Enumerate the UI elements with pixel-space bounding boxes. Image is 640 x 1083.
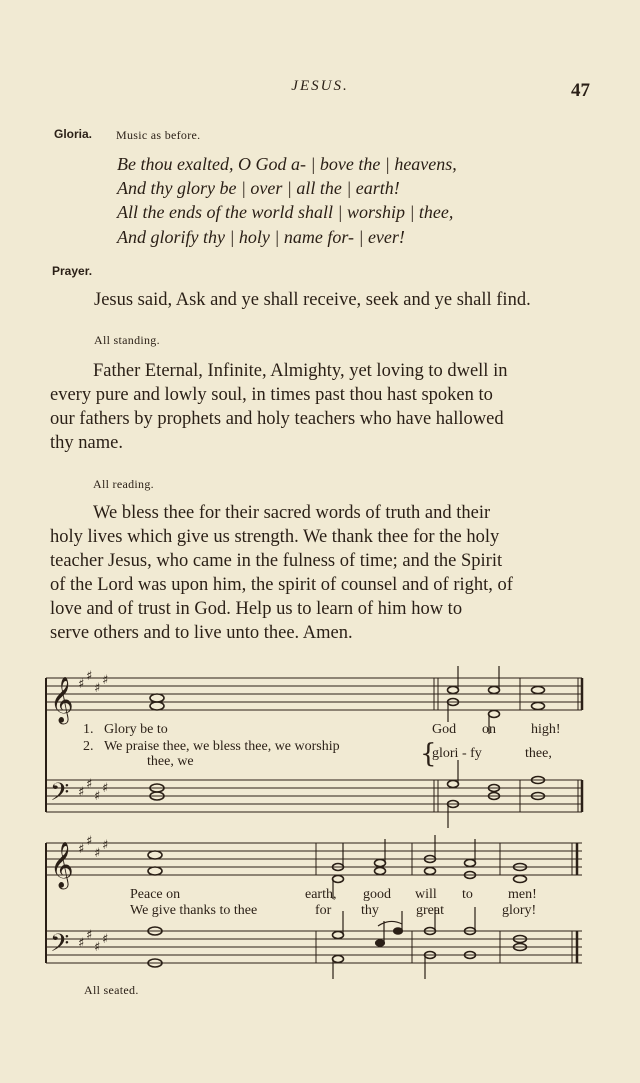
s2-v1-word4: to <box>462 887 473 902</box>
s2-v2-chant: We give thanks to thee <box>130 903 258 918</box>
bass-clef-1: 𝄢 <box>50 778 70 813</box>
svg-text:♯: ♯ <box>86 928 93 943</box>
all-reading-label: All reading. <box>93 477 154 491</box>
treble-clef-2: 𝄞 <box>50 842 74 888</box>
staff-2-treble <box>46 843 582 875</box>
s1-v1-chant: Glory be to <box>104 722 168 737</box>
svg-text:♯: ♯ <box>102 781 109 796</box>
gloria-line-2: And thy glory be | over | all the | earth! <box>117 178 400 198</box>
s1-v1-word1: God <box>432 722 457 737</box>
reading-line-1: We bless thee for their sacred words of truth and their <box>93 503 491 523</box>
svg-text:♯: ♯ <box>86 669 93 684</box>
reading-line-4: of the Lord was upon him, the spirit of counsel and of right, of <box>50 575 513 595</box>
reading-line-5: love and of trust in God. Help us to learn of him how to <box>50 599 463 619</box>
svg-text:♯: ♯ <box>102 932 109 947</box>
s1-v2-chant-cont: thee, we <box>147 754 194 769</box>
reading-line-3: teacher Jesus, who came in the fulness of time; and the Spirit <box>50 551 503 571</box>
svg-text:♯: ♯ <box>78 842 85 857</box>
standing-line-4: thy name. <box>50 433 123 453</box>
s2-v2-word5: glory! <box>502 903 537 918</box>
s2-v1-chant: Peace on <box>130 887 181 902</box>
svg-text:♯: ♯ <box>78 936 85 951</box>
staff-1-bass <box>46 780 582 812</box>
s2-v2-word3: great <box>416 903 444 918</box>
staff-1-treble <box>46 678 582 710</box>
prayer-text: Jesus said, Ask and ye shall receive, seek and ye shall find. <box>94 290 531 310</box>
s1-v2-word1: glori - fy <box>432 746 482 761</box>
s1-v1-number: 1. <box>83 722 94 737</box>
s1-v2-chant: We praise thee, we bless thee, we worship <box>104 739 340 754</box>
svg-text:♯: ♯ <box>102 673 109 688</box>
s2-v1-word3: will <box>415 887 437 902</box>
key-signature-2-treble <box>78 834 108 861</box>
s1-v2-number: 2. <box>83 739 94 754</box>
s2-v1-word2: good <box>363 887 391 902</box>
gloria-line-3: All the ends of the world shall | worship | thee, <box>117 202 454 222</box>
standing-line-1: Father Eternal, Infinite, Almighty, yet loving to dwell in <box>93 361 508 381</box>
page-number: 47 <box>571 80 590 101</box>
s2-v1-word5: men! <box>508 887 537 902</box>
prayer-label: Prayer. <box>52 264 93 278</box>
svg-text:♯: ♯ <box>94 681 101 696</box>
svg-text:♯: ♯ <box>102 838 109 853</box>
reading-line-6: serve others and to live unto thee. Amen. <box>50 623 353 643</box>
svg-text:♯: ♯ <box>86 834 93 849</box>
standing-line-3: our fathers by prophets and holy teachers who have hallowed <box>50 409 504 429</box>
running-title: JESUS. <box>291 78 349 94</box>
gloria-line-4: And glorify thy | holy | name for- | ever! <box>117 227 405 247</box>
gloria-note: Music as before. <box>116 128 201 142</box>
bass-clef-2: 𝄢 <box>50 929 70 964</box>
key-signature-1-treble <box>78 669 108 696</box>
all-standing-label: All standing. <box>94 333 160 347</box>
svg-text:♯: ♯ <box>94 789 101 804</box>
s2-v2-word1: for <box>315 903 332 918</box>
svg-text:♯: ♯ <box>94 846 101 861</box>
gloria-line-1: Be thou exalted, O God a- | bove the | heavens, <box>117 154 457 174</box>
reading-line-2: holy lives which give us strength. We thank thee for the holy <box>50 527 500 547</box>
standing-line-2: every pure and lowly soul, in times past thou hast spoken to <box>50 385 493 405</box>
s2-v1-word1: earth, <box>305 887 337 902</box>
s1-v1-word2: on <box>482 722 496 737</box>
staff-2-bass <box>46 931 582 963</box>
s1-v2-word3: thee, <box>525 746 552 761</box>
s1-v1-word3: high! <box>531 722 561 737</box>
key-signature-2-bass <box>78 928 108 955</box>
treble-clef-1: 𝄞 <box>50 677 74 723</box>
svg-text:♯: ♯ <box>94 940 101 955</box>
key-signature-1-bass <box>78 777 108 804</box>
svg-text:♯: ♯ <box>78 677 85 692</box>
svg-text:♯: ♯ <box>86 777 93 792</box>
svg-text:♯: ♯ <box>78 785 85 800</box>
s2-v2-word2: thy <box>361 903 379 918</box>
all-seated-label: All seated. <box>84 983 139 997</box>
verse-brace: { <box>420 739 437 769</box>
gloria-label: Gloria. <box>54 127 93 141</box>
